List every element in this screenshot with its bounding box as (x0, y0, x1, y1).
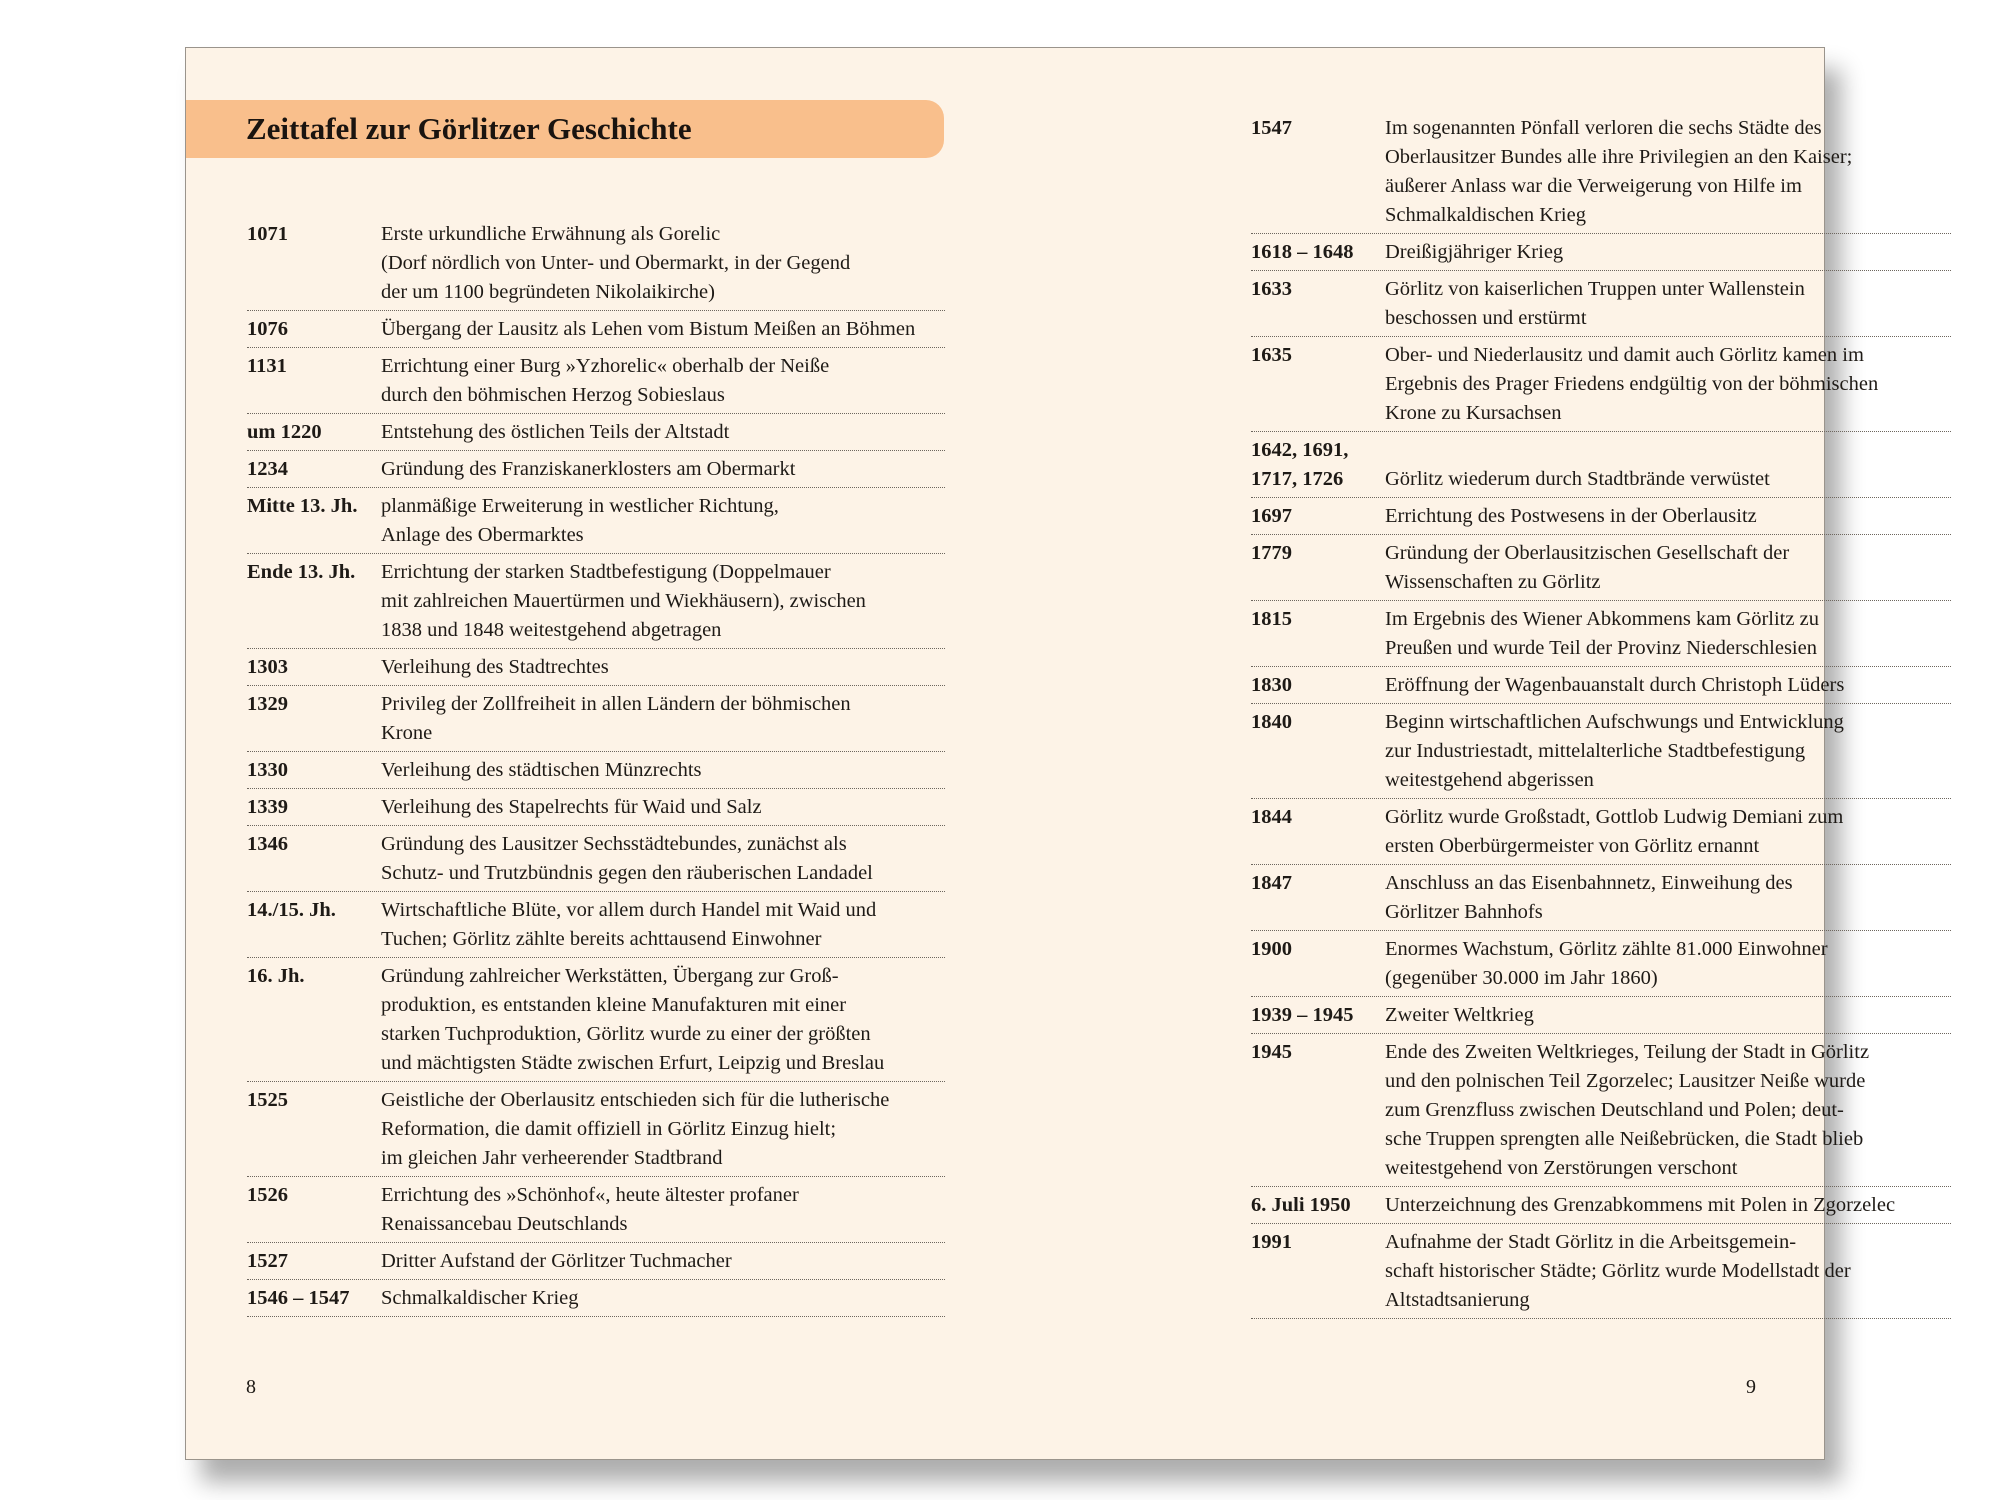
entry-event: Dreißigjähriger Krieg (1385, 241, 1564, 263)
timeline-entry (1251, 1034, 1951, 1187)
title-banner (186, 100, 944, 158)
timeline-entry (247, 488, 945, 554)
timeline-entry (247, 649, 945, 686)
timeline-entry (247, 1177, 945, 1243)
entry-year: 1844 (1251, 806, 1292, 828)
entry-event: Verleihung des städtischen Münzrechts (381, 759, 702, 781)
timeline-entry (247, 826, 945, 892)
timeline-entry (1251, 535, 1951, 601)
timeline-entry (1251, 865, 1951, 931)
entry-year: Ende 13. Jh. (247, 561, 356, 583)
entry-year: 1527 (247, 1250, 288, 1272)
entry-year: 1618 – 1648 (1251, 241, 1354, 263)
entry-event: Gründung der Oberlausitzischen Gesellschaft der Wissenschaften zu Görlitz (1385, 542, 1790, 593)
timeline-entry (247, 892, 945, 958)
entry-year: 1697 (1251, 505, 1292, 527)
entry-event: Verleihung des Stapelrechts für Waid und Salz (381, 796, 762, 818)
entry-event: Dritter Aufstand der Görlitzer Tuchmacher (381, 1250, 732, 1272)
timeline-entry (1251, 1187, 1951, 1224)
entry-year: 1900 (1251, 938, 1292, 960)
entry-event: Beginn wirtschaftlichen Aufschwungs und Entwicklung zur Industriestadt, mittelalterliche Stadtbefestigung weitestgehend abgerissen (1385, 711, 1844, 791)
entry-year: 1642, 1691, 1717, 1726 (1251, 439, 1349, 490)
entry-event: Schmalkaldischer Krieg (381, 1287, 579, 1309)
entry-event: Im Ergebnis des Wiener Abkommens kam Görlitz zu Preußen und wurde Teil der Provinz Niederschlesien (1385, 608, 1819, 659)
entry-year: 1830 (1251, 674, 1292, 696)
entry-year: Mitte 13. Jh. (247, 495, 358, 517)
entry-year: 1071 (247, 223, 288, 245)
entry-event: Verleihung des Stadtrechtes (381, 656, 609, 678)
entry-event: Unterzeichnung des Grenzabkommens mit Polen in Zgorzelec (1385, 1194, 1896, 1216)
entry-year: 1633 (1251, 278, 1292, 300)
entry-event: Gründung des Lausitzer Sechsstädtebundes, zunächst als Schutz- und Trutzbündnis gegen den räuberischen Landadel (381, 833, 873, 884)
timeline-entry (247, 311, 945, 348)
entry-event: Ende des Zweiten Weltkrieges, Teilung der Stadt in Görlitz und den polnischen Teil Zgorzelec; Lausitzer Neiße wurde zum Grenzfluss zwischen Deutschland und Polen; deut- sche Truppen sprengten alle Neißebrücken, die Stadt blieb weitestgehend von Zerstörungen verschont (1385, 1041, 1870, 1179)
entry-year: 6. Juli 1950 (1251, 1194, 1351, 1216)
left-page (186, 48, 1006, 1459)
timeline-entry (1251, 432, 1951, 498)
entry-event: Görlitz wiederum durch Stadtbrände verwüstet (1385, 468, 1770, 490)
entry-year: 1525 (247, 1089, 288, 1111)
timeline-entry (247, 451, 945, 488)
entry-event: Ober- und Niederlausitz und damit auch Görlitz kamen im Ergebnis des Prager Friedens endgültig von der böhmischen Krone zu Kursachsen (1385, 344, 1879, 424)
entry-event: Erste urkundliche Erwähnung als Gorelic (Dorf nördlich von Unter- und Obermarkt, in der Gegend der um 1100 begründeten Nikolaikirche) (381, 223, 851, 303)
entry-event: Privileg der Zollfreiheit in allen Ländern der böhmischen Krone (381, 693, 851, 744)
timeline-entry (1251, 337, 1951, 432)
entry-year: 1330 (247, 759, 288, 781)
entry-event: Geistliche der Oberlausitz entschieden sich für die lutherische Reformation, die damit offiziell in Görlitz Einzug hielt; im gleichen Jahr verheerender Stadtbrand (381, 1089, 890, 1169)
timeline-entry (1251, 667, 1951, 704)
entry-year: 1339 (247, 796, 288, 818)
entry-event: Görlitz von kaiserlichen Truppen unter Wallenstein beschossen und erstürmt (1385, 278, 1805, 329)
entry-year: 1815 (1251, 608, 1292, 630)
timeline-entry (247, 686, 945, 752)
entry-year: 1076 (247, 318, 288, 340)
entry-year: 14./15. Jh. (247, 899, 336, 921)
timeline-entry (247, 414, 945, 451)
timeline-entry (1251, 931, 1951, 997)
entry-year: 1547 (1251, 117, 1292, 139)
entry-year: 1131 (247, 355, 287, 377)
entry-year: 1991 (1251, 1231, 1292, 1253)
timeline-left (247, 216, 945, 1317)
entry-event: Errichtung einer Burg »Yzhorelic« oberhalb der Neiße durch den böhmischen Herzog Sobieslaus (381, 355, 830, 406)
entry-event: Wirtschaftliche Blüte, vor allem durch Handel mit Waid und Tuchen; Görlitz zählte bereits achttausend Einwohner (381, 899, 877, 950)
timeline-entry (1251, 799, 1951, 865)
timeline-entry (1251, 601, 1951, 667)
entry-event: Gründung des Franziskanerklosters am Obermarkt (381, 458, 796, 480)
entry-year: 16. Jh. (247, 965, 305, 987)
timeline-entry (247, 789, 945, 826)
timeline-entry (1251, 1224, 1951, 1319)
entry-year: um 1220 (247, 421, 322, 443)
entry-event: Görlitz wurde Großstadt, Gottlob Ludwig Demiani zum ersten Oberbürgermeister von Görlitz ernannt (1385, 806, 1844, 857)
entry-event: Übergang der Lausitz als Lehen vom Bistum Meißen an Böhmen (381, 318, 916, 340)
entry-year: 1303 (247, 656, 288, 678)
timeline-entry (1251, 997, 1951, 1034)
timeline-entry (1251, 498, 1951, 535)
page-number-left: 8 (246, 1376, 256, 1398)
timeline-entry (247, 958, 945, 1082)
entry-year: 1939 – 1945 (1251, 1004, 1354, 1026)
timeline-entry (1251, 110, 1951, 234)
timeline-entry (247, 554, 945, 649)
book-spread (185, 47, 1896, 1460)
entry-event: Eröffnung der Wagenbauanstalt durch Christoph Lüders (1385, 674, 1845, 696)
timeline-entry (247, 216, 945, 311)
entry-event: Errichtung des »Schönhof«, heute ältester profaner Renaissancebau Deutschlands (381, 1184, 799, 1235)
entry-year: 1847 (1251, 872, 1292, 894)
entry-event: planmäßige Erweiterung in westlicher Richtung, Anlage des Obermarktes (381, 495, 779, 546)
entry-year: 1945 (1251, 1041, 1292, 1063)
entry-event: Anschluss an das Eisenbahnnetz, Einweihung des Görlitzer Bahnhofs (1385, 872, 1793, 923)
timeline-entry (247, 1082, 945, 1177)
timeline-entry (1251, 234, 1951, 271)
entry-year: 1526 (247, 1184, 288, 1206)
entry-year: 1234 (247, 458, 288, 480)
entry-event: Zweiter Weltkrieg (1385, 1004, 1534, 1026)
page-title: Zeittafel zur Görlitzer Geschichte (246, 111, 692, 146)
right-page (1006, 48, 1896, 1459)
entry-year: 1779 (1251, 542, 1292, 564)
timeline-entry (247, 752, 945, 789)
timeline-entry (247, 348, 945, 414)
entry-year: 1635 (1251, 344, 1292, 366)
entry-event: Errichtung des Postwesens in der Oberlausitz (1385, 505, 1757, 527)
page-number-right: 9 (1746, 1376, 1756, 1398)
timeline-entry (1251, 704, 1951, 799)
timeline-entry (247, 1243, 945, 1280)
entry-event: Gründung zahlreicher Werkstätten, Übergang zur Groß- produktion, es entstanden kleine Manufakturen mit einer starken Tuchproduktion, Görlitz wurde zu einer der größten und mächtigsten Städte zwischen Erfurt, Leipzig und Breslau (381, 965, 885, 1074)
timeline-right (1251, 110, 1951, 1319)
timeline-entry (247, 1280, 945, 1317)
entry-event: Aufnahme der Stadt Görlitz in die Arbeitsgemein- schaft historischer Städte; Görlitz wurde Modellstadt der Altstadtsanierung (1385, 1231, 1851, 1311)
entry-year: 1546 – 1547 (247, 1287, 350, 1309)
entry-event: Enormes Wachstum, Görlitz zählte 81.000 Einwohner (gegenüber 30.000 im Jahr 1860) (1385, 938, 1828, 989)
entry-event: Entstehung des östlichen Teils der Altstadt (381, 421, 730, 443)
entry-year: 1329 (247, 693, 288, 715)
entry-year: 1346 (247, 833, 288, 855)
entry-event: Im sogenannten Pönfall verloren die sechs Städte des Oberlausitzer Bundes alle ihre Privilegien an den Kaiser; äußerer Anlass war die Verweigerung von Hilfe im Schmalkaldischen Krieg (1385, 117, 1853, 226)
entry-year: 1840 (1251, 711, 1292, 733)
timeline-entry (1251, 271, 1951, 337)
entry-event: Errichtung der starken Stadtbefestigung (Doppelmauer mit zahlreichen Mauertürmen und Wiekhäusern), zwischen 1838 und 1848 weitestgehend abgetragen (381, 561, 866, 641)
